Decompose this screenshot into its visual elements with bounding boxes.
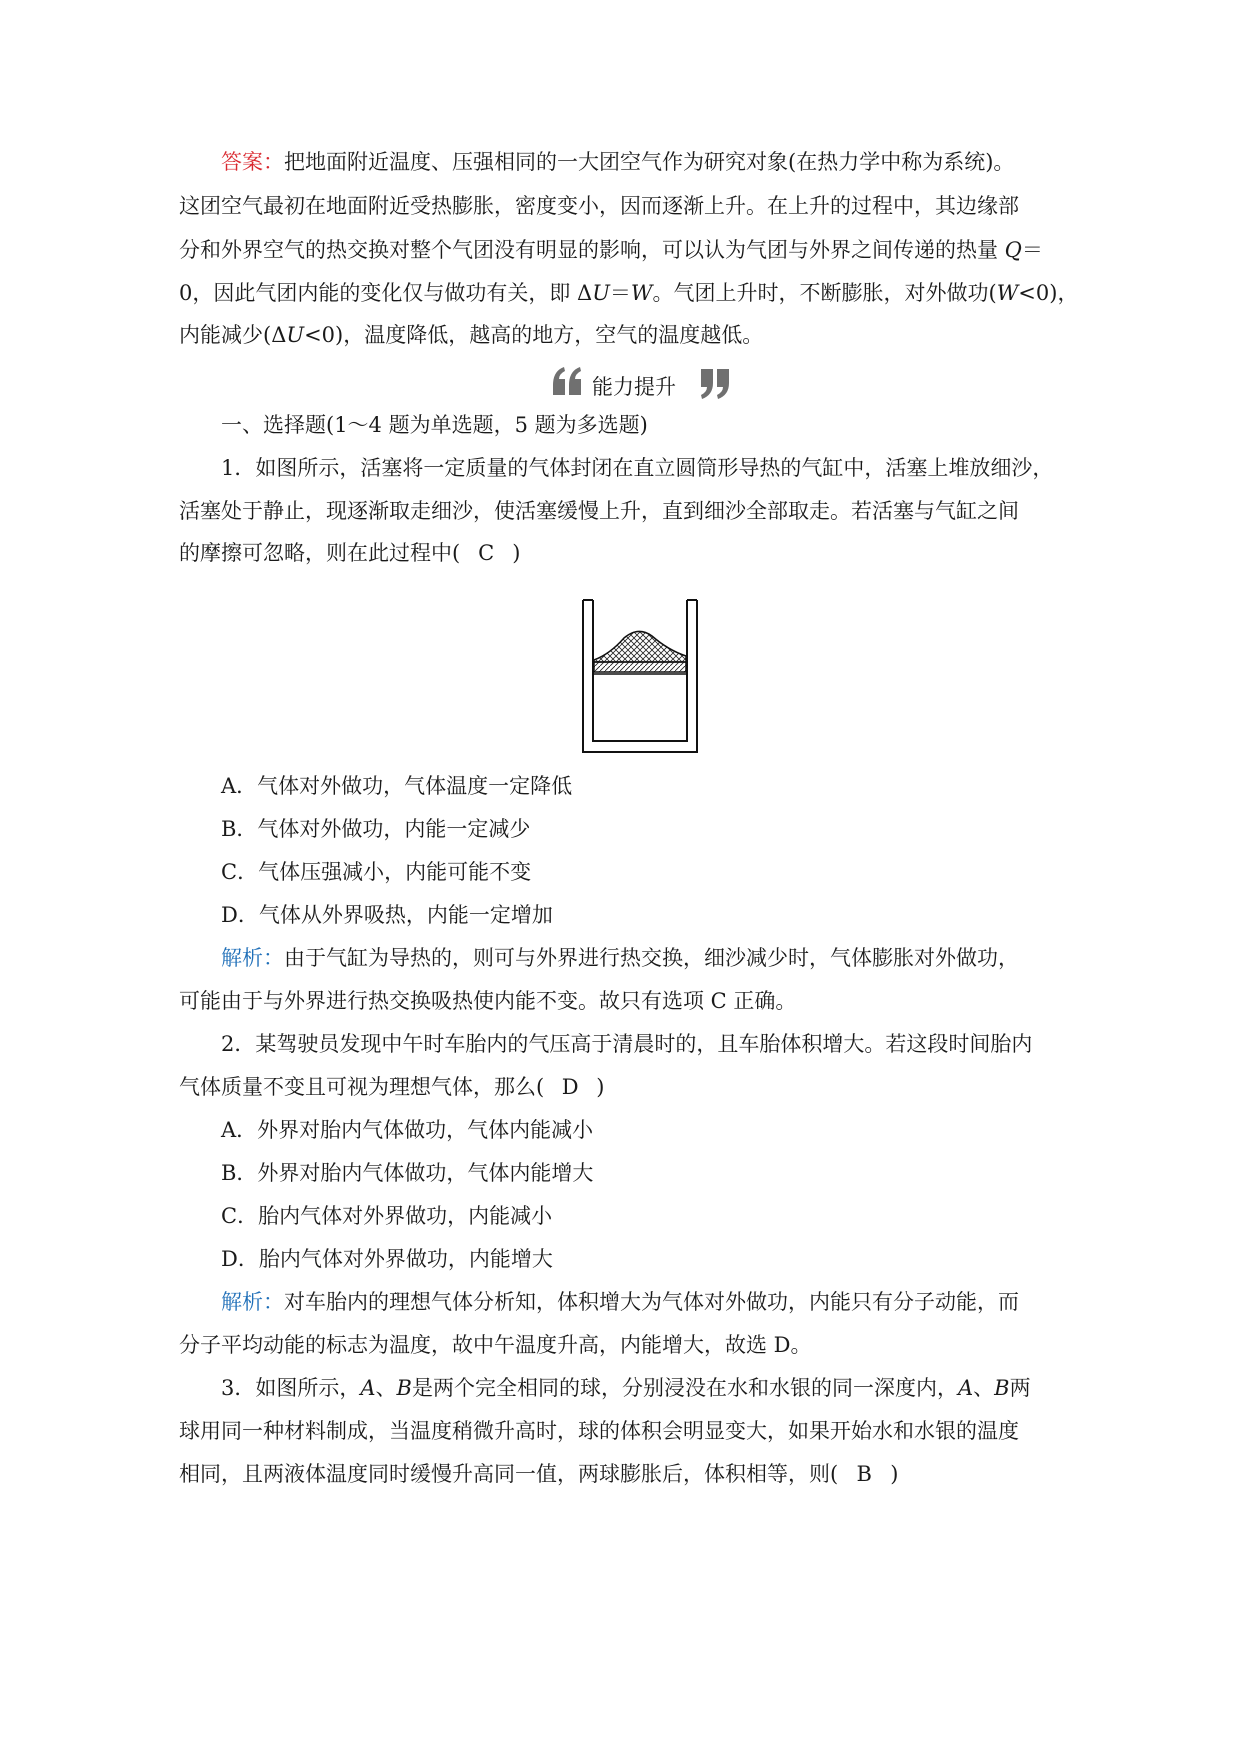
- math-var-a: A: [957, 1376, 974, 1400]
- answer-text: <0)，: [1018, 281, 1079, 305]
- open-quote-icon: [550, 365, 584, 401]
- analysis-text: 由于气缸为导热的，则可与外界进行热交换，细沙减少时，气体膨胀对外做功，: [284, 946, 1019, 970]
- q2-stem-1: 2．某驾驶员发现中午时车胎内的气压高于清晨时的，且车胎体积增大。若这段时间胎内: [221, 1032, 1033, 1056]
- close-quote-icon: [698, 365, 732, 401]
- analysis-label: 解析：: [221, 946, 284, 970]
- q1-option-a: A．气体对外做功，气体温度一定降低: [221, 774, 573, 798]
- answer-text: 0，因此气团内能的变化仅与做功有关，即 Δ: [179, 281, 593, 305]
- math-var-w: W: [996, 281, 1019, 305]
- math-var-b: B: [994, 1376, 1010, 1400]
- answer-line-1: [221, 147, 1111, 177]
- q3-text: 、: [973, 1376, 995, 1400]
- q1-analysis-1: [221, 943, 1111, 973]
- q3-stem-2: 球用同一种材料制成，当温度稍微升高时，球的体积会明显变大，如果开始水和水银的温度: [179, 1419, 1019, 1443]
- q3-stem-text: 相同，且两液体温度同时缓慢升高同一值，两球膨胀后，体积相等，则(: [179, 1462, 839, 1486]
- q3-stem-1: [221, 1373, 1111, 1403]
- q1-stem-1: 1．如图所示，活塞将一定质量的气体封闭在直立圆筒形导热的气缸中，活塞上堆放细沙，: [221, 456, 1054, 480]
- q2-paren: ): [596, 1075, 605, 1099]
- q2-answer: D: [561, 1075, 579, 1099]
- q1-analysis-2: 可能由于与外界进行热交换吸热使内能不变。故只有选项 C 正确。: [179, 989, 797, 1013]
- q2-stem-2: [179, 1072, 1069, 1102]
- math-var-w: W: [630, 281, 653, 305]
- q2-option-d: D．胎内气体对外界做功，内能增大: [221, 1247, 553, 1271]
- q3-stem-3: [179, 1459, 1069, 1489]
- answer-line-3: [179, 235, 1069, 265]
- q1-option-d: D．气体从外界吸热，内能一定增加: [221, 903, 553, 927]
- q1-stem-3: [179, 538, 1069, 568]
- q1-stem-text: 的摩擦可忽略，则在此过程中(: [179, 541, 461, 565]
- math-var-b: B: [396, 1376, 412, 1400]
- q1-paren: ): [512, 541, 521, 565]
- q2-stem-text: 气体质量不变且可视为理想气体，那么(: [179, 1075, 545, 1099]
- section-title: 能力提升: [592, 375, 676, 399]
- q3-text: 、: [375, 1376, 397, 1400]
- q1-stem-2: 活塞处于静止，现逐渐取走细沙，使活塞缓慢上升，直到细沙全部取走。若活塞与气缸之间: [179, 499, 1019, 523]
- q3-text: 是两个完全相同的球，分别浸没在水和水银的同一深度内，: [411, 1376, 958, 1400]
- section-header: [0, 365, 1241, 409]
- answer-text: 。气团上升时，不断膨胀，对外做功(: [652, 281, 997, 305]
- analysis-text: 对车胎内的理想气体分析知，体积增大为气体对外做功，内能只有分子动能，而: [284, 1290, 1019, 1314]
- answer-text: 分和外界空气的热交换对整个气团没有明显的影响，可以认为气团与外界之间传递的热量: [179, 238, 1005, 262]
- q2-option-b: B．外界对胎内气体做功，气体内能增大: [221, 1161, 594, 1185]
- q3-text: 两: [1009, 1376, 1031, 1400]
- q2-option-a: A．外界对胎内气体做功，气体内能减小: [221, 1118, 594, 1142]
- math-var-u: U: [286, 323, 305, 347]
- q1-option-c: C．气体压强减小，内能可能不变: [221, 860, 532, 884]
- answer-text: <0)，温度降低，越高的地方，空气的温度越低。: [304, 323, 764, 347]
- analysis-label: 解析：: [221, 1290, 284, 1314]
- q2-analysis-1: [221, 1287, 1111, 1317]
- answer-line-2: 这团空气最初在地面附近受热膨胀，密度变小，因而逐渐上升。在上升的过程中，其边缘部: [179, 194, 1019, 218]
- q2-analysis-2: 分子平均动能的标志为温度，故中午温度升高，内能增大，故选 D。: [179, 1333, 812, 1357]
- answer-line-4: [179, 278, 1079, 308]
- answer-text: 把地面附近温度、压强相同的一大团空气作为研究对象(在热力学中称为系统)。: [284, 150, 1015, 174]
- q3-paren: ): [890, 1462, 899, 1486]
- answer-text: 内能减少(Δ: [179, 323, 287, 347]
- math-var-a: A: [360, 1376, 376, 1400]
- q2-option-c: C．胎内气体对外界做功，内能减小: [221, 1204, 553, 1228]
- math-eq: ＝: [1021, 238, 1043, 262]
- cylinder-piston-figure: [580, 596, 700, 754]
- q1-answer: C: [478, 541, 495, 565]
- answer-line-5: [179, 320, 1069, 350]
- part-heading: 一、选择题(1～4 题为单选题，5 题为多选题): [221, 413, 648, 437]
- q1-option-b: B．气体对外做功，内能一定减少: [221, 817, 531, 841]
- math-var-u: U: [592, 281, 610, 305]
- q3-text: 3．如图所示，: [221, 1376, 361, 1400]
- math-var-q: Q: [1004, 238, 1022, 262]
- q3-answer: B: [856, 1462, 872, 1486]
- math-eq: ＝: [609, 281, 631, 305]
- answer-label: 答案：: [221, 150, 284, 174]
